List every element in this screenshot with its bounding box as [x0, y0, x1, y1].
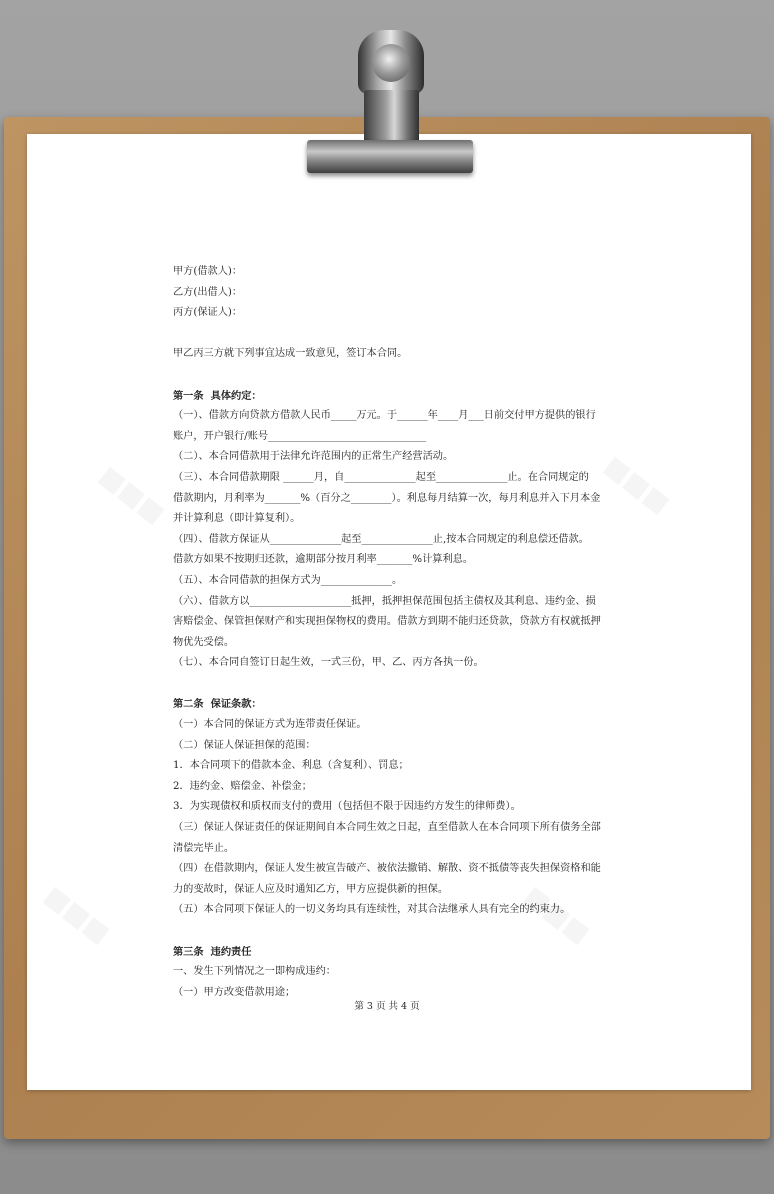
clip-plate — [364, 90, 419, 146]
contract-line: （一）、借款方向贷款方借款人民币_____万元。于______年____月___日前交付甲方提供的银行 — [173, 410, 596, 422]
contract-line: 并计算利息（即计算复利）。 — [173, 513, 301, 525]
watermark: ■■■ — [518, 880, 596, 950]
contract-line: （三）、本合同借款期限 ______月，自______________起至______________止。在合同规定的 — [173, 471, 589, 483]
paragraph-gap — [173, 921, 603, 942]
contract-line: （七）、本合同自签订日起生效，一式三份，甲、乙、丙方各执一份。 — [173, 657, 484, 669]
paragraph-gap — [173, 674, 603, 695]
contract-line: 甲方(借款人)： — [173, 266, 243, 277]
clip-hole — [372, 44, 410, 82]
contract-line: 账户，开户银行/账号_______________________________ — [173, 430, 427, 442]
article-heading: 第一条 具体约定： — [173, 389, 262, 402]
contract-line: （五）本合同项下保证人的一切义务均具有连续性，对其合法继承人具有完全的约束力。 — [173, 904, 571, 916]
contract-body — [173, 262, 603, 1003]
watermark: ■■■ — [38, 880, 116, 950]
contract-line: 借款期内，月利率为_______%（百分之________）。利息每月结算一次，每月利息并入下月本金 — [173, 492, 601, 504]
article-heading: 第二条 保证条款： — [173, 698, 262, 711]
contract-line: 2．违约金、赔偿金、补偿金； — [173, 780, 312, 792]
contract-line: 丙方(保证人)： — [173, 307, 243, 319]
contract-line: 力的变故时，保证人应及时通知乙方，甲方应提供新的担保。 — [173, 883, 449, 895]
page-number: 第 3 页 共 4 页 — [354, 1001, 420, 1012]
contract-line: （一）甲方改变借款用途； — [173, 986, 296, 998]
contract-line: （五）、本合同借款的担保方式为______________。 — [173, 574, 403, 586]
watermark: ■■■ — [598, 450, 676, 520]
article-heading: 第三条 违约责任 — [173, 945, 252, 958]
contract-line: （六）、借款方以____________________抵押，抵押担保范围包括主债权及其利息、违约金、损 — [173, 595, 596, 607]
contract-line: （二）、本合同借款用于法律允许范围内的正常生产经营活动。 — [173, 451, 454, 463]
paragraph-gap — [173, 365, 603, 386]
contract-line: （四）、借款方保证从______________起至______________止,按本合同规定的利息偿还借款。 — [173, 533, 589, 545]
contract-line: 害赔偿金、保管担保财产和实现担保物权的费用。借款方到期不能归还贷款，贷款方有权就抵押 — [173, 616, 601, 628]
contract-line: 物优先受偿。 — [173, 636, 235, 648]
contract-line: 甲乙丙三方就下列事宜达成一致意见，签订本合同。 — [173, 348, 408, 360]
contract-line: （四）在借款期内，保证人发生被宣告破产、被依法撤销、解散、资不抵债等丧失担保资格和能 — [173, 863, 601, 875]
contract-line: 3．为实现债权和质权而支付的费用（包括但不限于因违约方发生的律师费）。 — [173, 801, 521, 813]
paragraph-gap — [173, 324, 603, 345]
contract-line: 清偿完毕止。 — [173, 842, 235, 854]
contract-line: 借款方如果不按期归还款，逾期部分按月利率_______%计算利息。 — [173, 554, 474, 566]
contract-line: （三）保证人保证责任的保证期间自本合同生效之日起，直至借款人在本合同项下所有债务全部 — [173, 822, 601, 834]
contract-line: 1．本合同项下的借款本金、利息（含复利）、罚息； — [173, 760, 409, 772]
contract-line: （一）本合同的保证方式为连带责任保证。 — [173, 719, 367, 731]
contract-line: （二）保证人保证担保的范围： — [173, 739, 316, 751]
binder-clip — [307, 140, 473, 173]
contract-line: 乙方(出借人)： — [173, 286, 243, 298]
watermark: ■■■ — [93, 460, 171, 530]
contract-line: 一、发生下列情况之一即构成违约： — [173, 966, 336, 978]
